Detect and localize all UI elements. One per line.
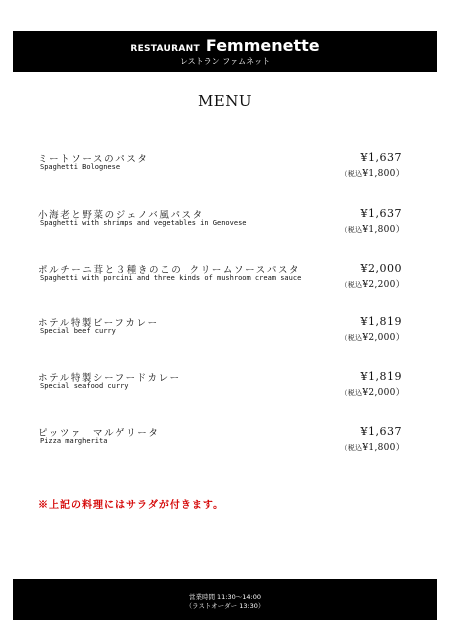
tax-label: （税込	[340, 389, 363, 397]
brand-prefix: RESTAURANT	[130, 44, 200, 54]
tax-price: ¥1,800）	[362, 225, 405, 235]
item-name-jp: ホテル特製シーフードカレー	[38, 373, 181, 384]
menu-item	[38, 207, 410, 243]
item-price: ¥1,819	[360, 370, 402, 383]
item-name-jp: ホテル特製ビーフカレー	[38, 318, 159, 329]
tax-label: （税込	[340, 334, 363, 342]
item-name-en: Spaghetti with porcini and three kinds of mushroom cream sauce	[40, 274, 302, 282]
tax-price: ¥2,000）	[362, 388, 405, 398]
item-price: ¥1,637	[360, 151, 402, 164]
item-name-jp: ピッツァ マルゲリータ	[38, 428, 160, 439]
business-hours: 営業時間 11:30～14:00	[188, 593, 262, 601]
footer-banner	[13, 579, 437, 620]
tax-price: ¥2,200）	[362, 280, 405, 290]
item-price-tax-incl	[341, 222, 406, 235]
item-price-tax-incl	[341, 440, 406, 453]
menu-item	[38, 370, 410, 406]
menu-title: MENU	[197, 92, 253, 110]
brand-kana: レストラン ファムネット	[179, 57, 271, 66]
menu-item	[38, 151, 410, 187]
item-name-en: Spaghetti with shrimps and vegetables in Genovese	[40, 219, 247, 227]
item-name-jp: 小海老と野菜のジェノバ風パスタ	[38, 210, 204, 221]
menu-item	[38, 425, 410, 461]
tax-price: ¥1,800）	[362, 443, 405, 453]
item-price: ¥1,637	[360, 425, 402, 438]
tax-label: （税込	[340, 226, 363, 234]
item-name-en: Pizza margherita	[40, 437, 108, 445]
item-price: ¥1,637	[360, 207, 402, 220]
item-price-tax-incl	[341, 385, 406, 398]
item-price-tax-incl	[341, 277, 406, 290]
brand-name: Femmenette	[205, 36, 320, 55]
last-order: （ラストオーダー 13:30）	[185, 602, 265, 610]
item-price: ¥2,000	[360, 262, 402, 275]
item-name-jp: ミートソースのパスタ	[38, 154, 149, 165]
item-price-tax-incl	[341, 166, 406, 179]
header-banner	[13, 31, 437, 72]
brand-line	[13, 36, 437, 55]
item-name-en: Spaghetti Bolognese	[40, 163, 121, 171]
tax-price: ¥1,800）	[362, 169, 405, 179]
salad-note: ※上記の料理にはサラダが付きます。	[38, 500, 225, 511]
tax-label: （税込	[340, 170, 363, 178]
menu-item	[38, 262, 410, 298]
item-name-en: Special seafood curry	[40, 382, 129, 390]
item-name-jp: ポルチーニ茸と３種きのこの クリームソースパスタ	[38, 265, 301, 276]
menu-item	[38, 315, 410, 351]
tax-label: （税込	[340, 444, 363, 452]
tax-label: （税込	[340, 281, 363, 289]
item-name-en: Special beef curry	[40, 327, 116, 335]
item-price: ¥1,819	[360, 315, 402, 328]
tax-price: ¥2,000）	[362, 333, 405, 343]
item-price-tax-incl	[341, 330, 406, 343]
